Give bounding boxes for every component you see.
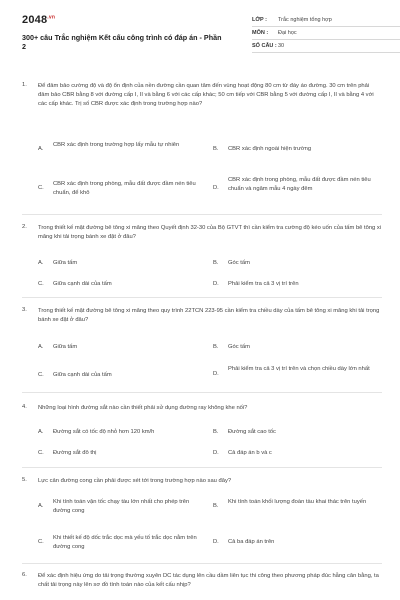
option-letter: A. [38, 146, 44, 152]
question-stem: Để đảm bảo cường độ và độ ổn định của nền đường cần quan tâm đến vùng hoạt động 80 cm từ đáy áo đường. 30 cm trên phải đảm bảo CBR bằng 8 với đường cấp I, II và bằng 6 với các cấp khác; 50 cm tiếp với CBR bằng 5 với đường cấp I, II và bằng 4 với các cấp khác. Trị số CBR được xác định trong trường hợp nào? [38, 83, 374, 107]
option-text: Giữa cạnh dài của tấm [53, 281, 112, 287]
option-letter: B. [213, 429, 219, 435]
option-letter: D. [213, 450, 219, 456]
option-letter: D. [213, 539, 219, 545]
meta-key: LỚP : [252, 17, 267, 23]
meta-row-count [252, 40, 400, 53]
option-text: Giữa tấm [53, 344, 78, 350]
logo-text: 2048 [22, 14, 48, 26]
option-letter: C. [38, 281, 44, 287]
option-text: CBR xác định trong phòng, mẫu đất được đầm nén tiêu chuẩn, để khô [53, 181, 196, 196]
option-text: Góc tấm [228, 260, 250, 266]
option-text: CBR xác định trong trường hợp lấy mẫu tự nhiên [53, 142, 180, 148]
option-text: Đường sắt cao tốc [228, 429, 276, 435]
option-text: Cả ba đáp án trên [228, 539, 275, 545]
meta-value: Trắc nghiệm tổng hợp [278, 17, 332, 23]
question-stem: Những loại hình đường sắt nào cần thiết phải sử dụng đường ray không khe nối? [38, 405, 248, 411]
option-letter: B. [213, 503, 219, 509]
option-text: Đường sắt có tốc độ nhỏ hơn 120 km/h [53, 429, 155, 435]
option-letter: C. [38, 450, 44, 456]
option-text: Góc tấm [228, 344, 250, 350]
question-stem: Trong thiết kế mặt đường bê tông xi măng theo Quyết định 32-30 của Bộ GTVT thì cần kiểm tra cường độ kéo uốn của tấm bê tông xi măng khi tải trọng bánh xe đặt ở đâu? [38, 225, 382, 240]
divider [22, 214, 382, 215]
option-letter: A. [38, 503, 44, 509]
option-letter: B. [213, 344, 219, 350]
meta-key: MÔN : [252, 30, 269, 36]
option-text: Phải kiểm tra cả 3 vị trí trên và chọn chiều dày lớn nhất [228, 366, 370, 372]
option-letter: A. [38, 344, 44, 350]
meta-table [252, 14, 400, 53]
question-number: 4. [22, 404, 27, 410]
option-text: CBR xác định ngoài hiện trường [228, 146, 312, 152]
document-header [22, 14, 382, 66]
option-letter: A. [38, 429, 44, 435]
option-text: Phải kiểm tra cả 3 vị trí trên [228, 281, 299, 287]
question-number: 2. [22, 224, 27, 230]
option-text: Đường sắt đô thị [53, 450, 97, 456]
question-stem: Để xác định hiệu ứng do tải trọng thường xuyên DC tác dụng lên cầu dầm liên tục thi công theo phương pháp đúc hẫng cân bằng, ta chất tải trọng này lên sơ đồ tính toán nào của kết cấu nhịp? [38, 573, 379, 588]
meta-row-class [252, 14, 400, 27]
divider [22, 563, 382, 564]
option-letter: D. [213, 185, 219, 191]
question-number: 5. [22, 477, 27, 483]
option-text: Cả đáp án b và c [228, 450, 272, 456]
option-letter: B. [213, 146, 219, 152]
option-letter: C. [38, 539, 44, 545]
divider [22, 297, 382, 298]
option-letter: A. [38, 260, 44, 266]
option-letter: B. [213, 260, 219, 266]
option-letter: D. [213, 371, 219, 377]
option-text: Giữa cạnh dài của tấm [53, 372, 112, 378]
option-text: Khi tính toán vận tốc chạy tàu lớn nhất cho phép trên đường cong [53, 499, 190, 514]
option-text: CBR xác định trong phòng, mẫu đất được đầm nén tiêu chuẩn và ngâm mẫu 4 ngày đêm [228, 177, 371, 192]
option-letter: D. [213, 281, 219, 287]
question-number: 6. [22, 572, 27, 578]
divider [22, 467, 382, 468]
document-title: 300+ câu Trắc nghiệm Kết cấu công trình có đáp án - Phần 2 [22, 33, 222, 51]
question-stem: Lực cản đường cong cần phải được xét tới trong trường hợp nào sau đây? [38, 478, 232, 484]
question-number: 3. [22, 307, 27, 313]
question-number: 1. [22, 82, 27, 88]
meta-row-subject [252, 27, 400, 40]
option-text: Khi thiết kế độ dốc trắc dọc mà yếu tố trắc dọc nằm trên đường cong [53, 535, 197, 550]
meta-key: SỐ CÂU : [252, 43, 277, 49]
option-letter: C. [38, 372, 44, 378]
logo-tld: .vn [47, 14, 56, 21]
option-text: Khi tính toán khối lượng đoàn tàu khai thác trên tuyến [228, 499, 367, 505]
meta-value: Đại học [278, 30, 297, 36]
site-logo[interactable] [22, 14, 55, 26]
question-stem: Trong thiết kế mặt đường bê tông xi măng theo quy trình 22TCN 223-95 cần kiểm tra chiều dày của tấm bê tông xi măng khi tải trọng bánh xe đặt ở đâu? [38, 308, 380, 323]
option-letter: C. [38, 185, 44, 191]
divider [22, 392, 382, 393]
option-text: Giữa tấm [53, 260, 78, 266]
meta-value: 30 [278, 43, 285, 49]
